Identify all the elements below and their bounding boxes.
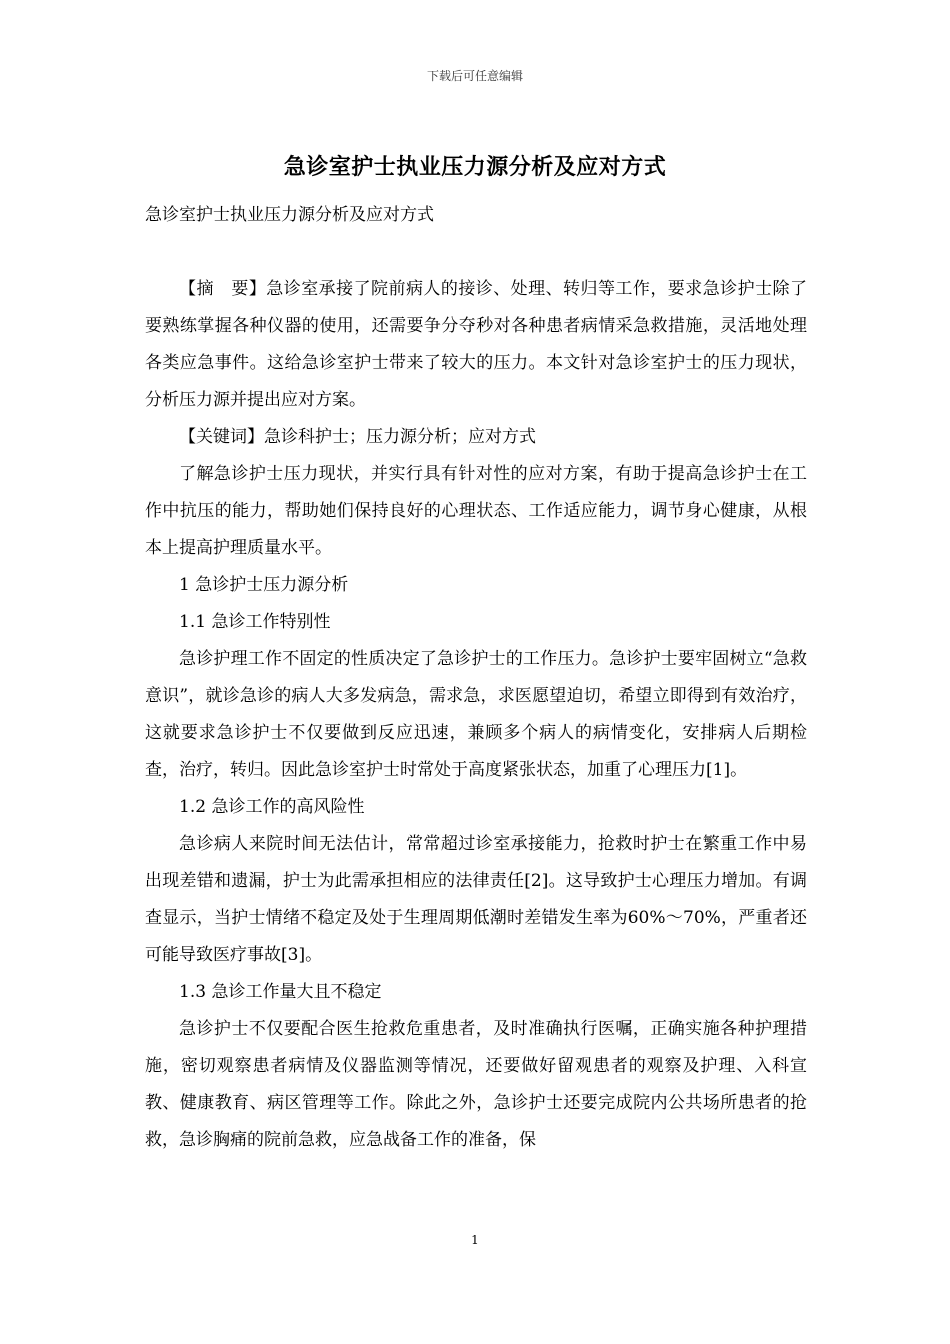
document-body [145,271,807,1159]
document-subtitle: 急诊室护士执业压力源分析及应对方式 [145,205,434,225]
abstract-paragraph: 【摘 要】急诊室承接了院前病人的接诊、处理、转归等工作，要求急诊护士除了要熟练掌握各种仪器的使用，还需要争分夺秒对各种患者病情采急救措施，灵活地处理各类应急事件。这给急诊室护士带来了较大的压力。本文针对急诊室护士的压力现状，分析压力源并提出应对方案。 [145,279,807,410]
section-heading-1-2: 1.2 急诊工作的高风险性 [179,797,365,817]
keywords-paragraph: 【关键词】急诊科护士；压力源分析；应对方式 [179,427,536,447]
section-heading-1-3: 1.3 急诊工作量大且不稳定 [179,982,382,1002]
page-number: 1 [471,1233,479,1247]
section-heading-1-1: 1.1 急诊工作特别性 [179,612,331,632]
section-1-3-paragraph: 急诊护士不仅要配合医生抢救危重患者，及时准确执行医嘱，正确实施各种护理措施，密切观察患者病情及仪器监测等情况，还要做好留观患者的观察及护理、入科宣教、健康教育、病区管理等工作。除此之外，急诊护士还要完成院内公共场所患者的抢救，急诊胸痛的院前急救，应急战备工作的准备，保 [145,1019,807,1150]
section-1-2-paragraph: 急诊病人来院时间无法估计，常常超过诊室承接能力，抢救时护士在繁重工作中易出现差错和遗漏，护士为此需承担相应的法律责任[2]。这导致护士心理压力增加。有调查显示，当护士情绪不稳定及处于生理周期低潮时差错发生率为60%～70%，严重者还可能导致医疗事故[3]。 [145,834,807,965]
section-1-1-paragraph: 急诊护理工作不固定的性质决定了急诊护士的工作压力。急诊护士要牢固树立“急救意识”，就诊急诊的病人大多发病急，需求急，求医愿望迫切，希望立即得到有效治疗，这就要求急诊护士不仅要做到反应迅速，兼顾多个病人的病情变化，安排病人后期检查，治疗，转归。因此急诊室护士时常处于高度紧张状态，加重了心理压力[1]。 [145,649,807,780]
page-header-note: 下载后可任意编辑 [426,69,523,83]
section-heading-1: 1 急诊护士压力源分析 [179,575,349,595]
intro-paragraph: 了解急诊护士压力现状，并实行具有针对性的应对方案，有助于提高急诊护士在工作中抗压的能力，帮助她们保持良好的心理状态、工作适应能力，调节身心健康，从根本上提高护理质量水平。 [145,464,807,558]
document-title: 急诊室护士执业压力源分析及应对方式 [283,154,667,180]
